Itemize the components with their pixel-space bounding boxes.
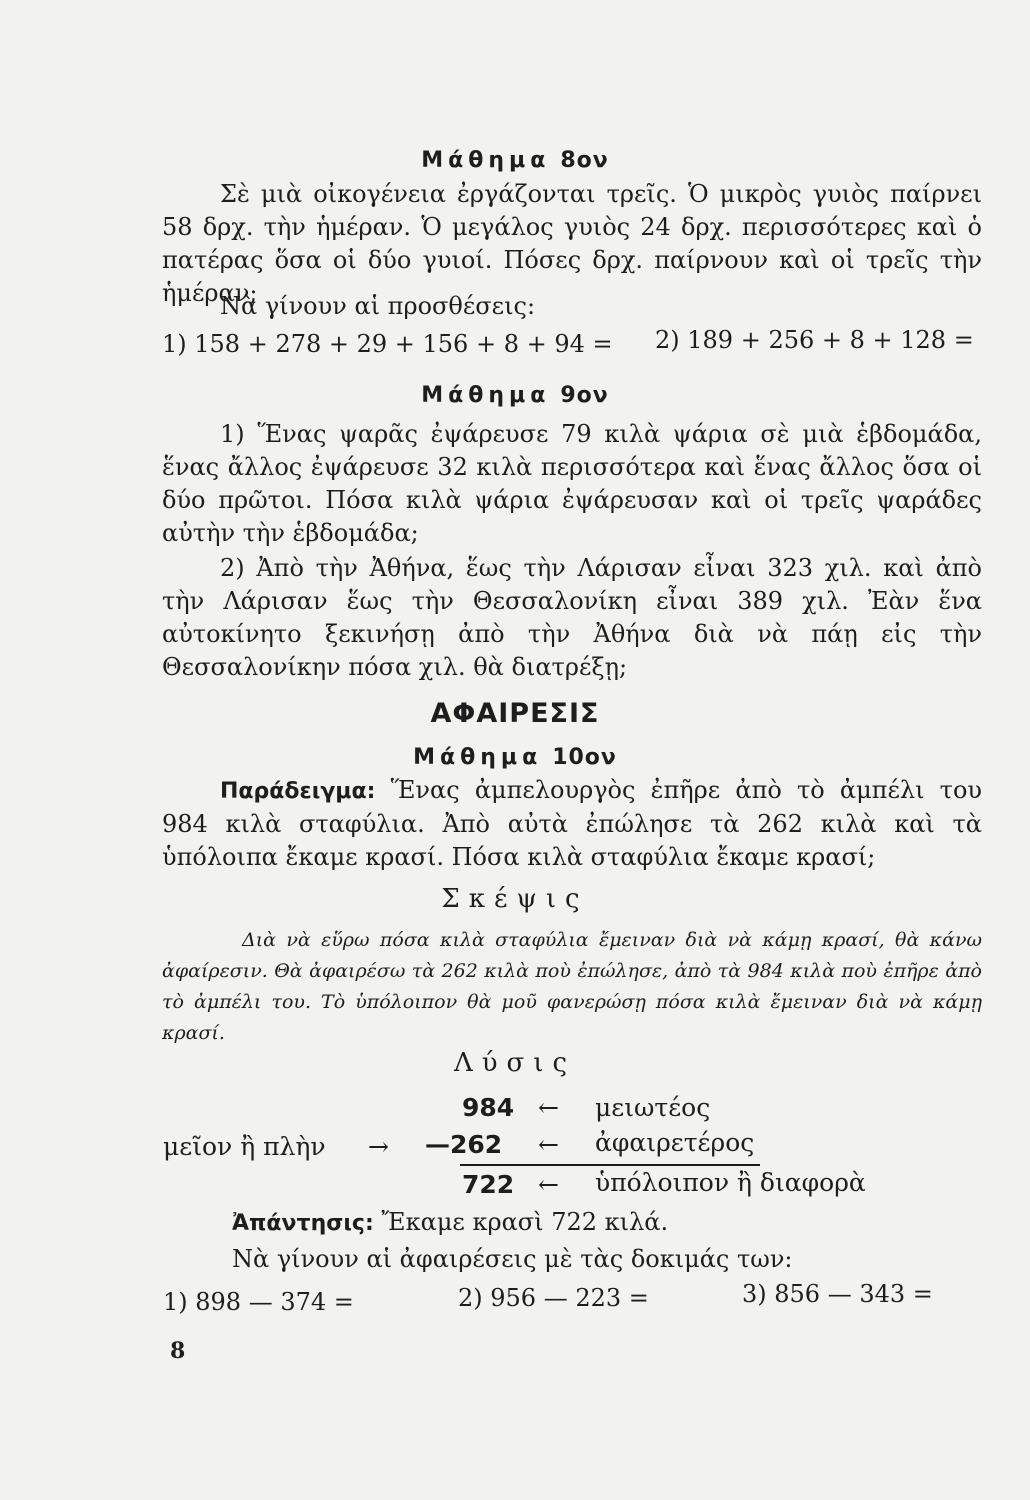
minuend: 984 [462, 1093, 515, 1122]
answer-label: Ἀπάντησις: [232, 1211, 374, 1236]
result-label: ὑπόλοιπον ἢ διαφορὰ [595, 1168, 866, 1197]
lesson-9-problem-2-text: 2) Ἀπὸ τὴν Ἀθήνα, ἕως τὴν Λάρισαν εἶναι 323 χιλ. καὶ ἀπὸ τὴν Λάρισαν ἕως τὴν Θεσσαλονίκη εἶναι 389 χιλ. Ἐὰν ἕνα αὐτοκίνητο ξεκινήσῃ ἀπὸ τὴν Ἀθήνα διὰ νὰ πάῃ εἰς τὴν Θεσσαλονίκην πόσα χιλ. θὰ διατρέξῃ; [162, 554, 982, 681]
result-arrow: ← [538, 1170, 559, 1199]
example-text: Ἕνας ἀμπελουργὸς ἐπῆρε ἀπὸ τὸ ἀμπέλι του 984 κιλὰ σταφύλια. Ἀπὸ αὐτὰ ἐπώλησε τὰ 262 κιλὰ καὶ τὰ ὑπόλοιπα ἔκαμε κρασί. Πόσα κιλὰ σταφύλια ἔκαμε κρασί; [162, 776, 982, 871]
page-number: 8 [170, 1338, 186, 1364]
lesson-8-heading-number: 8ον [560, 148, 609, 173]
thinking-heading: Σκέψις [441, 884, 589, 914]
lesson-10-exercise-3: 3) 856 — 343 = [742, 1280, 933, 1308]
subtrahend-label: ἀφαιρετέρος [595, 1128, 755, 1157]
lesson-10-exercise-1: 1) 898 — 374 = [163, 1288, 354, 1316]
result: 722 [462, 1170, 515, 1199]
thinking-text: Διὰ νὰ εὕρω πόσα κιλὰ σταφύλια ἔμειναν διὰ νὰ κάμῃ κρασί, θὰ κάνω ἀφαίρεσιν. Θὰ ἀφαιρέσω τὰ 262 κιλὰ ποὺ ἐπώλησε, ἀπὸ τὰ 984 κιλὰ ποὺ ἐπῆρε ἀπὸ τὸ ἀμπέλι του. Τὸ ὑπόλοιπον θὰ μοῦ φανερώσῃ πόσα κιλὰ ἔμειναν διὰ νὰ κάμῃ κρασί. [162, 929, 982, 1044]
section-title: ΑΦΑΙΡΕΣΙΣ [430, 698, 600, 729]
solution-heading: Λύσις [453, 1048, 577, 1078]
lesson-10-exercise-intro: Νὰ γίνουν αἱ ἀφαιρέσεις μὲ τὰς δοκιμάς των: [232, 1245, 793, 1273]
lesson-8-exercise-2: 2) 189 + 256 + 8 + 128 = [655, 326, 974, 354]
lesson-10-heading-number: 10ον [552, 745, 617, 770]
lesson-8-exercise-1: 1) 158 + 278 + 29 + 156 + 8 + 94 = [162, 330, 613, 358]
subtrahend-arrow: ← [538, 1130, 559, 1159]
minuend-arrow: ← [538, 1093, 559, 1122]
lesson-9-problem-2 [162, 552, 982, 684]
lesson-8-problem [162, 178, 982, 310]
lesson-10-heading-word: Μάθημα [413, 745, 543, 770]
lesson-9-problem-1-text: 1) Ἕνας ψαρᾶς ἐψάρευσε 79 κιλὰ ψάρια σὲ μιὰ ἑβδομάδα, ἕνας ἄλλος ἐψάρευσε 32 κιλὰ περισσότερα καὶ ἕνας ἄλλος ὅσα οἱ δύο πρῶτοι. Πόσα κιλὰ ψάρια ἐψάρευσαν καὶ οἱ τρεῖς ψαράδες αὐτὴν τὴν ἑβδομάδα; [162, 420, 982, 547]
lesson-8-heading [0, 148, 1030, 173]
lesson-9-problem-1 [162, 418, 982, 550]
lesson-9-heading-word: Μάθημα [421, 383, 551, 408]
lesson-9-heading [0, 383, 1030, 408]
operator-label: μεῖον ἢ πλὴν [163, 1132, 326, 1161]
lesson-9-heading-number: 9ον [560, 383, 609, 408]
operator-arrow: → [368, 1132, 389, 1161]
lesson-10-exercise-2: 2) 956 — 223 = [458, 1284, 649, 1312]
example-label: Παράδειγμα: [220, 779, 376, 804]
thinking-paragraph [162, 925, 982, 1049]
answer-text: Ἔκαμε κρασὶ 722 κιλά. [373, 1208, 669, 1236]
lesson-8-exercise-intro: Νὰ γίνουν αἱ προσθέσεις: [220, 292, 536, 320]
minuend-label: μειωτέος [595, 1093, 711, 1122]
subtrahend: —262 [425, 1130, 503, 1159]
lesson-10-example [162, 774, 982, 874]
lesson-8-heading-word: Μάθημα [421, 148, 551, 173]
lesson-8-problem-text: Σὲ μιὰ οἰκογένεια ἐργάζονται τρεῖς. Ὁ μικρὸς γυιὸς παίρνει 58 δρχ. τὴν ἡμέραν. Ὁ μεγάλος γυιὸς 24 δρχ. περισσότερες καὶ ὁ πατέρας ὅσα οἱ δύο γυιοί. Πόσες δρχ. παίρνουν καὶ οἱ τρεῖς τὴν ἡμέραν; [162, 180, 982, 307]
lesson-10-heading [0, 745, 1030, 770]
answer-line [232, 1208, 668, 1236]
subtraction-rule [460, 1164, 760, 1166]
